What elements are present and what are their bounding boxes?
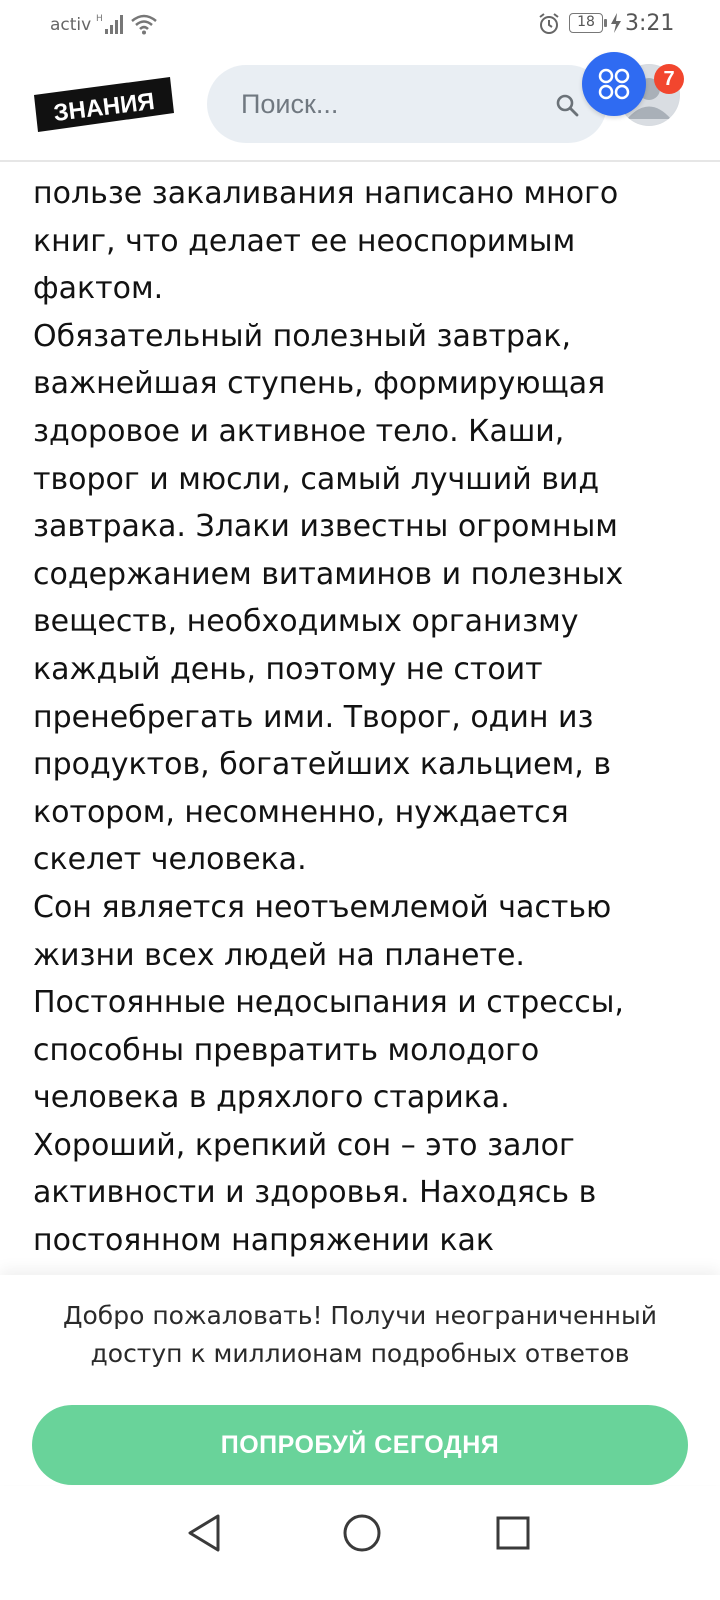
- answer-text: [33, 148, 693, 1265]
- battery-level: 18: [577, 14, 595, 30]
- signal-icon: [96, 12, 128, 36]
- answer-paragraph: Сон является неотъемлемой частью жизни всех людей на планете. Постоянные недосыпания и стрессы, способны превратить молодого человека в дряхлого старика. Хороший, крепкий сон – это залог активности и здоровья. Находясь в постоянном напряжении как: [33, 889, 624, 1259]
- back-icon[interactable]: [186, 1513, 222, 1553]
- battery-icon: [569, 13, 603, 33]
- battery-tip: [604, 19, 607, 27]
- home-icon[interactable]: [342, 1513, 382, 1553]
- carrier-name: activ: [50, 15, 92, 35]
- charging-icon: [610, 13, 622, 33]
- znania-logo[interactable]: [34, 77, 174, 132]
- banner-text: Добро пожаловать! Получи неограниченный доступ к миллионам подробных ответов: [62, 1301, 658, 1368]
- signup-banner: [0, 1275, 720, 1485]
- clock: 3:21: [625, 11, 675, 36]
- try-today-button[interactable]: ПОПРОБУЙ СЕГОДНЯ: [32, 1405, 688, 1485]
- header-divider: [0, 160, 720, 162]
- answer-paragraph: Обязательный полезный завтрак, важнейшая ступень, формирующая здоровое и активное тело. Каши, творог и мюсли, самый лучший вид завтрака. Злаки известны огромным содержанием витаминов и полезных веществ, необходимых организму каждый день, поэтому не стоит пренебрегать ими. Творог, один из продуктов, богатейших кальцием, в котором, несомненно, нуждается скелет человека.: [33, 318, 624, 878]
- notification-badge[interactable]: 7: [654, 64, 684, 94]
- search-input[interactable]: [241, 65, 541, 143]
- alarm-icon: [537, 12, 561, 36]
- system-nav-bar: [0, 1486, 720, 1600]
- search-box[interactable]: [207, 65, 607, 143]
- recent-apps-icon[interactable]: [495, 1515, 531, 1551]
- apps-grid-icon: [598, 68, 630, 100]
- answer-paragraph: пользе закаливания написано много книг, что делает ее неоспоримым фактом.: [33, 176, 619, 307]
- status-bar: [0, 0, 720, 50]
- logo-text: ЗНАНИЯ: [52, 87, 157, 128]
- apps-button[interactable]: [582, 52, 646, 116]
- svg-text:H: H: [96, 14, 103, 24]
- search-icon[interactable]: [555, 93, 579, 117]
- wifi-icon: [130, 12, 158, 36]
